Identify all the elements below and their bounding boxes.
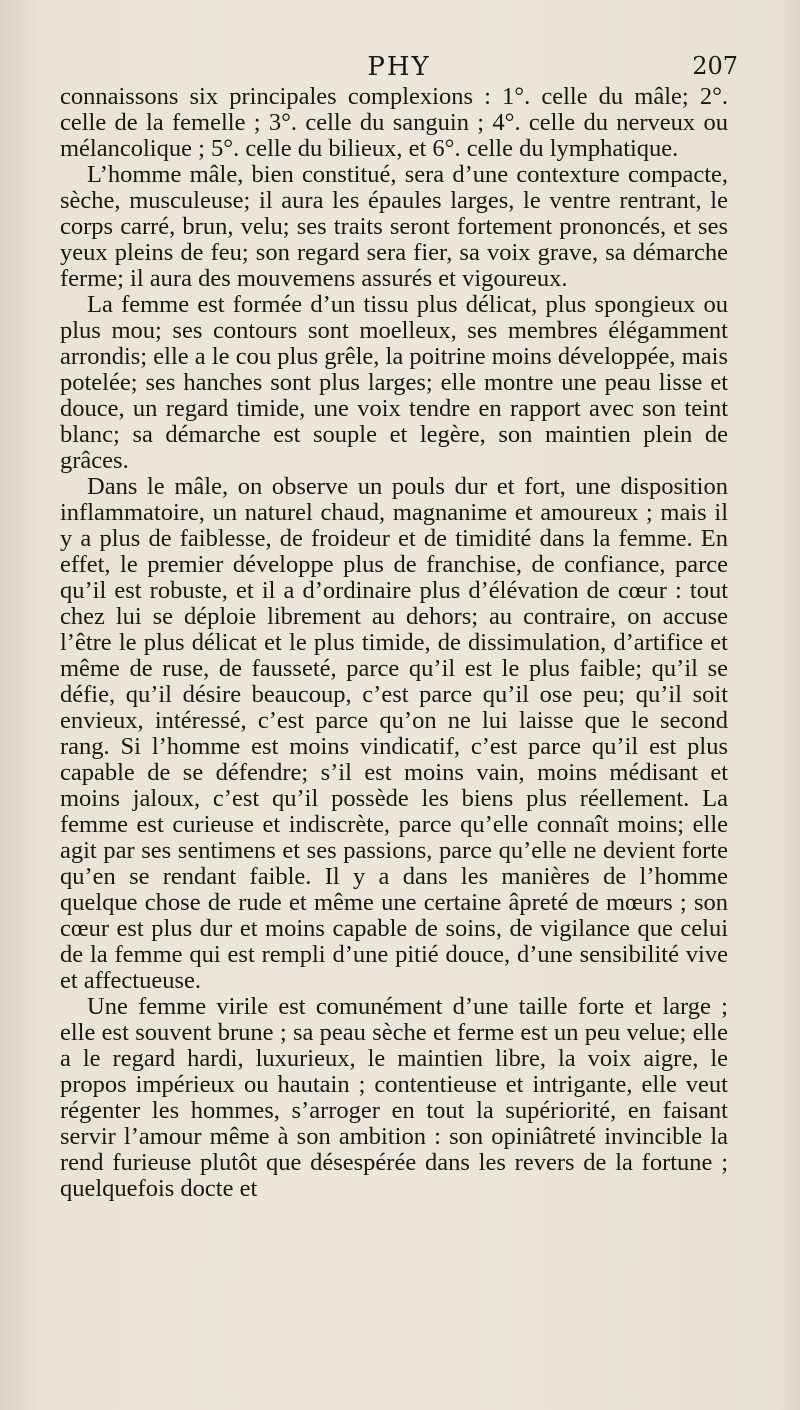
paragraph-homme-male: L’homme mâle, bien constitué, sera d’une contexture compacte, sèche, musculeuse; il aura les épaules larges, le ventre rentrant, le corps carré, brun, velu; ses traits seront fortement prononcés, et ses yeux pleins de feu; son regard sera fier, sa voix grave, sa démarche ferme; il aura des mouvemens assurés et vigoureux. <box>60 161 728 292</box>
body-text <box>60 84 728 1202</box>
running-head: PHY <box>367 52 431 82</box>
page-number: 207 <box>692 52 738 80</box>
paragraph-femme: La femme est formée d’un tissu plus délicat, plus spongieux ou plus mou; ses contours sont moelleux, ses membres élégamment arrondis; elle a le cou plus grêle, la poitrine moins développée, mais potelée; ses hanches sont plus larges; elle montre une peau lisse et douce, un regard timide, une voix tendre en rapport avec son teint blanc; sa démarche est souple et legère, son maintien plein de grâces. <box>60 291 728 474</box>
paragraph-male-vs-femme: Dans le mâle, on observe un pouls dur et fort, une disposition inflammatoire, un naturel chaud, magnanime et amoureux ; mais il y a plus de faiblesse, de froideur et de timidité dans la femme. En effet, le premier développe plus de franchise, de confiance, parce qu’il est robuste, et il a d’ordinaire plus d’élévation de cœur : tout chez lui se déploie librement au dehors; au contraire, on accuse l’être le plus délicat et le plus timide, de dissimulation, d’artifice et même de ruse, de fausseté, parce qu’il est le plus faible; qu’il se défie, qu’il désire beaucoup, c’est parce qu’il ose peu; qu’il soit envieux, intéressé, c’est parce qu’on ne lui laisse que le second rang. Si l’homme est moins vindicatif, c’est parce qu’il est plus capable de se défendre; s’il est moins vain, moins médisant et moins jaloux, c’est qu’il possède les biens plus réellement. La femme est curieuse et indiscrète, parce qu’elle connaît moins; elle agit par ses sentimens et ses passions, parce qu’elle ne devient forte qu’en se rendant faible. Il y a dans les manières de l’homme quelque chose de rude et même une certaine âpreté de mœurs ; son cœur est plus dur et moins capable de soins, de vigilance que celui de la femme qui est rempli d’une pitié douce, d’une sensibilité vive et affectueuse. <box>60 473 728 994</box>
paragraph-femme-virile: Une femme virile est comunément d’une taille forte et large ; elle est souvent brune ; sa peau sèche et ferme est un peu velue; elle a le regard hardi, luxurieux, le maintien libre, la voix aigre, le propos impérieux ou hautain ; contentieuse et intrigante, elle veut régenter les hommes, s’arroger en tout la supériorité, en faisant servir l’amour même à son ambition : son opiniâtreté invincible la rend furieuse plutôt que désespérée dans les revers de la fortune ; quelquefois docte et <box>60 993 728 1202</box>
paragraph-continuation: connaissons six principales complexions : 1°. celle du mâle; 2°. celle de la femelle ; 3°. celle du sanguin ; 4°. celle du nerveux ou mélancolique ; 5°. celle du bilieux, et 6°. celle du lymphatique. <box>60 83 728 162</box>
